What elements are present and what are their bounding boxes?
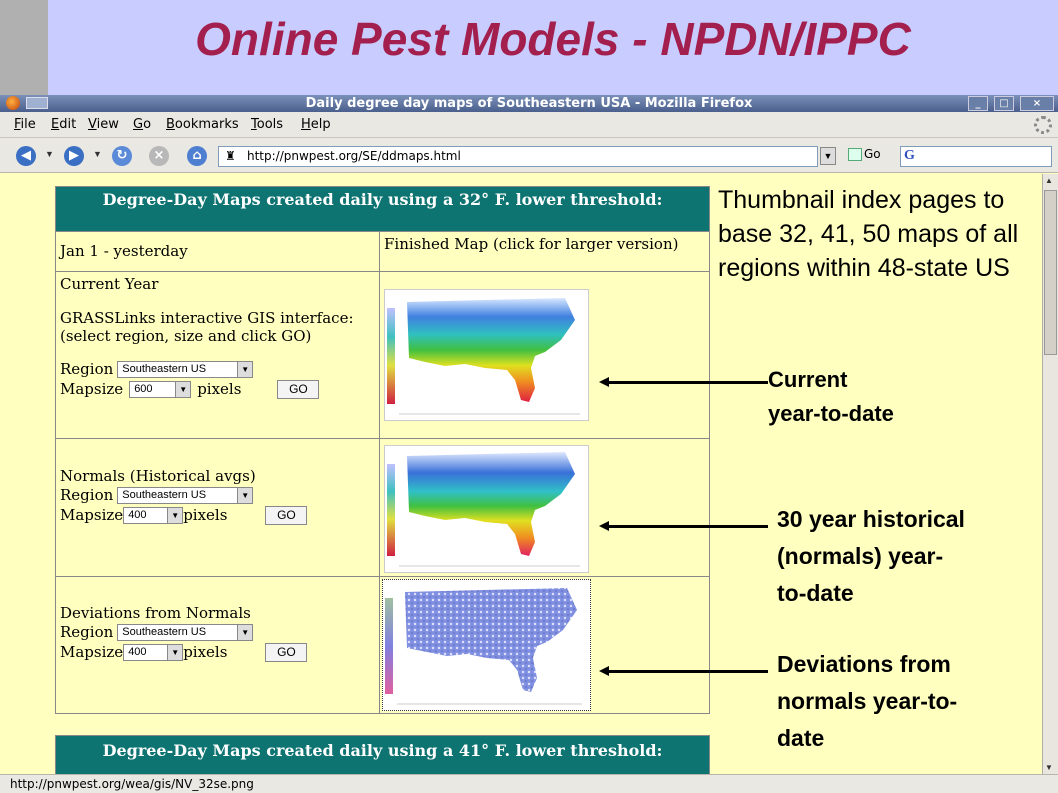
table-row (56, 271, 709, 438)
url-text: http://pnwpest.org/SE/ddmaps.html (247, 149, 461, 163)
slide-title: Online Pest Models - NPDN/IPPC (195, 13, 911, 65)
table-header: Degree-Day Maps created daily using a 32° F. lower threshold: (56, 187, 709, 231)
vertical-scrollbar[interactable] (1042, 174, 1058, 774)
col-header-left: Jan 1 - yesterday (56, 232, 380, 271)
current-year-cell (56, 272, 380, 438)
forward-dropdown-icon[interactable]: ▼ (93, 149, 102, 159)
region-label: Region (60, 486, 114, 504)
menu-bookmarks[interactable]: Bookmarks (166, 117, 239, 132)
menu-view[interactable]: View (88, 117, 119, 132)
back-icon[interactable]: ◀ (16, 146, 36, 166)
maximize-button[interactable]: □ (994, 96, 1014, 111)
mapsize-select[interactable]: 400 ▼ (123, 644, 183, 661)
scroll-thumb[interactable] (1044, 190, 1057, 355)
chevron-down-icon: ▼ (237, 488, 252, 503)
region-label: Region (60, 360, 114, 378)
row-title: Deviations from Normals (60, 604, 251, 622)
reload-icon[interactable]: ↻ (112, 146, 132, 166)
pixels-label: pixels (197, 380, 242, 398)
mapsize-select[interactable]: 600 ▼ (129, 381, 191, 398)
normals-map-cell (380, 439, 709, 576)
status-bar: http://pnwpest.org/wea/gis/NV_32se.png (0, 774, 1058, 793)
thumbnail-note: Thumbnail index pages to base 32, 41, 50 maps of all regions within 48-state US (718, 186, 1019, 282)
current-year-map[interactable] (384, 289, 589, 421)
go-button-deviations[interactable]: GO (265, 643, 307, 662)
table-row (56, 231, 709, 271)
deviations-label: Deviations from normals year-to- date (777, 651, 958, 751)
chevron-down-icon: ▼ (237, 625, 252, 640)
stop-icon[interactable]: × (149, 146, 169, 166)
mapsize-label: Mapsize (60, 643, 124, 661)
page-content (5, 174, 1042, 774)
scroll-up-icon[interactable]: ▲ (1045, 176, 1053, 185)
menu-edit[interactable]: Edit (51, 117, 77, 132)
normals-map[interactable] (384, 445, 589, 573)
region-select[interactable]: Southeastern US ▼ (117, 624, 253, 641)
table-row (56, 438, 709, 576)
forward-icon[interactable]: ▶ (64, 146, 84, 166)
chevron-down-icon: ▼ (167, 645, 182, 660)
go-label: Go (864, 147, 881, 161)
window-titlebar[interactable] (0, 95, 1058, 112)
minimize-button[interactable]: _ (968, 96, 988, 111)
menu-help[interactable]: Help (301, 117, 331, 132)
gis-hint: (select region, size and click GO) (60, 327, 312, 345)
browser-window (0, 95, 1058, 793)
slide-left-bar (0, 0, 48, 95)
go-button-normals[interactable]: GO (265, 506, 307, 525)
go-icon (848, 148, 862, 161)
throbber-icon (1034, 116, 1052, 134)
menu-file[interactable]: File (14, 117, 36, 132)
menu-tools[interactable]: Tools (251, 117, 284, 132)
region-label: Region (60, 623, 114, 641)
mapsize-select[interactable]: 400 ▼ (123, 507, 183, 524)
mapsize-label: Mapsize (60, 506, 124, 524)
menu-bar (0, 112, 1058, 138)
go-button[interactable] (848, 147, 881, 161)
deviations-map[interactable] (382, 579, 591, 711)
search-input[interactable] (900, 146, 1052, 167)
google-icon[interactable]: G (904, 148, 915, 163)
pixels-label: pixels (183, 643, 228, 661)
home-icon[interactable]: ⌂ (187, 146, 207, 166)
region-select[interactable]: Southeastern US ▼ (117, 361, 253, 378)
menu-go[interactable]: Go (133, 117, 152, 132)
historical-label: 30 year historical (normals) year- to-date (777, 506, 965, 606)
pixels-label: pixels (183, 506, 228, 524)
chevron-down-icon: ▼ (167, 508, 182, 523)
row-title: Current Year (60, 275, 159, 293)
deviations-map-cell (380, 577, 709, 713)
normals-cell (56, 439, 380, 576)
arrow-left-icon (599, 666, 609, 676)
arrow-line (608, 381, 768, 384)
mapsize-label: Mapsize (60, 380, 124, 398)
col-header-right: Finished Map (click for larger version) (384, 235, 679, 253)
arrow-left-icon (599, 377, 609, 387)
url-dropdown-icon[interactable]: ▼ (820, 147, 836, 165)
row-title: Normals (Historical avgs) (60, 467, 256, 485)
chevron-down-icon: ▼ (237, 362, 252, 377)
scroll-down-icon[interactable]: ▼ (1045, 763, 1053, 772)
window-title: Daily degree day maps of Southeastern USA - Mozilla Firefox (305, 96, 753, 111)
url-bar[interactable] (218, 146, 818, 167)
current-ytd-label: Current year-to-date (768, 367, 894, 426)
navigation-toolbar (0, 138, 1058, 173)
gis-text: GRASSLinks interactive GIS interface: (60, 309, 354, 327)
close-button[interactable]: × (1020, 96, 1054, 111)
table-row (56, 576, 709, 713)
deviations-cell (56, 577, 380, 713)
chevron-down-icon: ▼ (175, 382, 190, 397)
arrow-left-icon (599, 521, 609, 531)
go-button-current[interactable]: GO (277, 380, 319, 399)
back-dropdown-icon[interactable]: ▼ (45, 149, 54, 159)
current-map-cell (380, 272, 709, 438)
page-icon: ♜ (225, 149, 236, 163)
degree-day-table-32 (55, 186, 710, 714)
arrow-line (608, 670, 768, 673)
arrow-line (608, 525, 768, 528)
table-header-41: Degree-Day Maps created daily using a 41° F. lower threshold: (55, 735, 710, 774)
region-select[interactable]: Southeastern US ▼ (117, 487, 253, 504)
